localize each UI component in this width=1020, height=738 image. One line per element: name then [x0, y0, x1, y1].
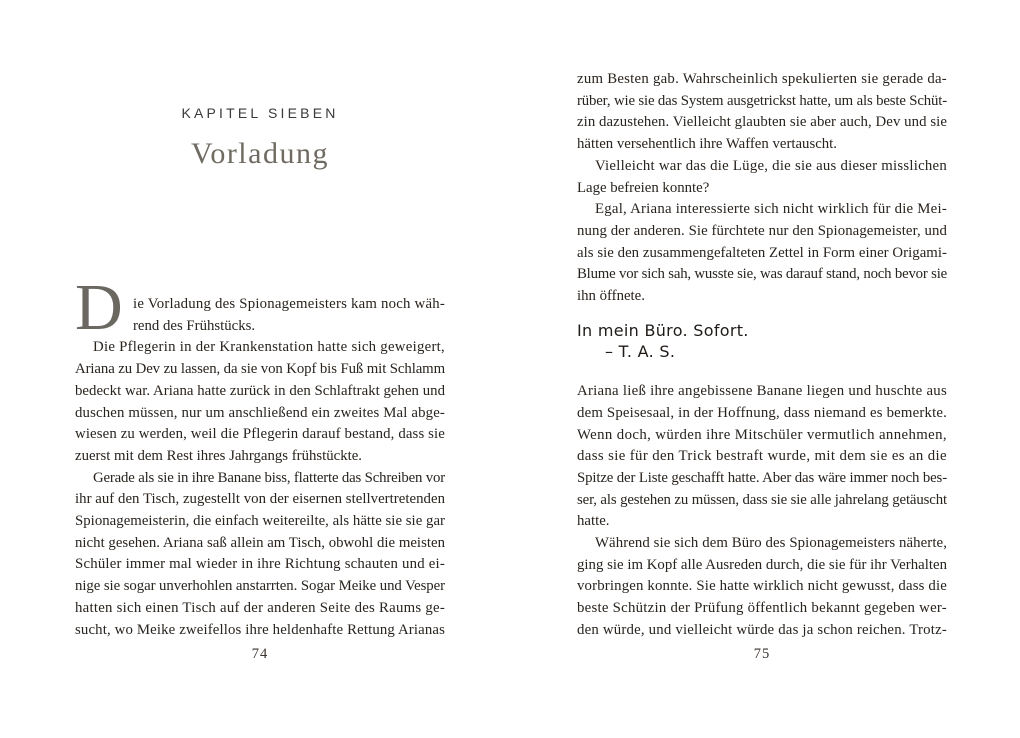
text-line: zum Besten gab. Wahrscheinlich spekulierten sie gerade da-	[577, 71, 947, 87]
text-line: hätten versehentlich ihre Waffen vertauscht.	[577, 136, 837, 153]
text-line: wiesen zu werden, weil die Pflegerin darauf bestand, dass sie	[75, 426, 445, 443]
text-line: Blume vor sich sah, wusste sie, was darauf stand, noch bevor sie	[577, 266, 947, 283]
page-number-left: 74	[251, 646, 269, 662]
text-line: Ariana ließ ihre angebissene Banane liegen und huschte aus	[577, 383, 947, 400]
right-page-text-block	[577, 69, 947, 642]
text-line: zin dazustehen. Vielleicht glaubten sie aber auch, Dev und sie	[577, 114, 947, 131]
text-line: ser, als gestehen zu müssen, dass sie sie alle jahrelang getäuscht	[577, 491, 947, 508]
left-page-lines	[75, 294, 445, 641]
text-line: rend des Frühstücks.	[133, 317, 256, 334]
text-line: nung der anderen. Sie fürchtete nur den Spionagemeister, und	[577, 222, 947, 239]
text-line: Egal, Ariana interessierte sich nicht wirklich für die Mei-	[595, 201, 947, 218]
text-line: Während sie sich dem Büro des Spionagemeisters näherte,	[595, 535, 947, 552]
chapter-kicker: KAPITEL SIEBEN	[181, 105, 339, 121]
text-line: ging sie im Kopf alle Ausreden durch, die sie für ihr Verhalten	[577, 556, 947, 573]
text-line: vorbringen konnte. Sie hatte wirklich nicht gewusst, dass die	[577, 578, 947, 595]
text-line: dem Speisesaal, in der Hoffnung, dass niemand es bemerkte.	[577, 404, 947, 421]
text-line: ie Vorladung des Spionagemeisters kam noch wäh-	[133, 296, 445, 312]
text-line: den würde, und vielleicht würde das ja schon reichen. Trotz-	[577, 621, 947, 638]
left-page-text-block	[75, 271, 445, 641]
note-line: – T. A. S.	[605, 342, 676, 362]
text-line: zuerst mit dem Rest ihres Jahrgangs frühstückte.	[75, 447, 362, 464]
text-line: nicht gesehen. Ariana saß allein am Tisch, obwohl die meisten	[75, 534, 445, 551]
text-line: Wenn doch, würden ihre Mitschüler vermutlich annehmen,	[577, 426, 947, 443]
text-line: Die Pflegerin in der Krankenstation hatte sich geweigert,	[93, 339, 445, 356]
text-line: duschen müssen, nur um anschließend ein zweites Mal abge-	[75, 404, 445, 421]
text-line: Schüler immer mal wieder in ihre Richtung schauten und ei-	[75, 556, 445, 573]
right-page-lines	[577, 69, 947, 642]
text-line: ihn öffnete.	[577, 288, 645, 305]
text-line: ihr auf den Tisch, zugestellt von der eisernen stellvertretenden	[75, 491, 445, 508]
drop-cap-letter: D	[75, 271, 123, 344]
page-number-right: 75	[753, 646, 771, 662]
text-line: dass sie für den Trick bestraft wurde, mit dem sie es an die	[577, 448, 947, 465]
right-page	[577, 0, 947, 738]
text-line: hatten sich einen Tisch auf der anderen Seite des Raums ge-	[75, 599, 445, 616]
text-line: hatte.	[577, 513, 610, 530]
text-line: als sie den zusammengefalteten Zettel in Form einer Origami-	[577, 244, 947, 261]
text-line: Ariana zu Dev zu lassen, da sie von Kopf bis Fuß mit Schlamm	[75, 361, 445, 378]
text-line: beste Schützin der Prüfung öffentlich bekannt gegeben wer-	[577, 600, 947, 617]
text-line: Vielleicht war das die Lüge, die sie aus dieser misslichen	[595, 157, 947, 174]
text-line: rüber, wie sie das System ausgetrickst hatte, um als beste Schüt-	[577, 92, 947, 109]
text-line: sucht, wo Meike zweifellos ihre heldenhafte Rettung Arianas	[75, 621, 445, 638]
text-line: Spionagemeisterin, die einfach weitereilte, als hätte sie sie gar	[75, 513, 445, 530]
text-line: Lage befreien konnte?	[577, 179, 710, 196]
left-page	[75, 0, 445, 738]
chapter-title: Vorladung	[191, 137, 329, 170]
text-line: Gerade als sie in ihre Banane biss, flatterte das Schreiben vor	[93, 469, 445, 486]
text-line: nige sie sogar unverhohlen anstarrten. Sogar Meike und Vesper	[75, 578, 445, 595]
text-line: bedeckt war. Ariana hatte zurück in den Schlaftrakt gehen und	[75, 382, 445, 399]
note-line: In mein Büro. Sofort.	[577, 320, 749, 340]
text-line: Spitze der Liste geschafft hatte. Aber das wäre immer noch bes-	[577, 469, 947, 486]
